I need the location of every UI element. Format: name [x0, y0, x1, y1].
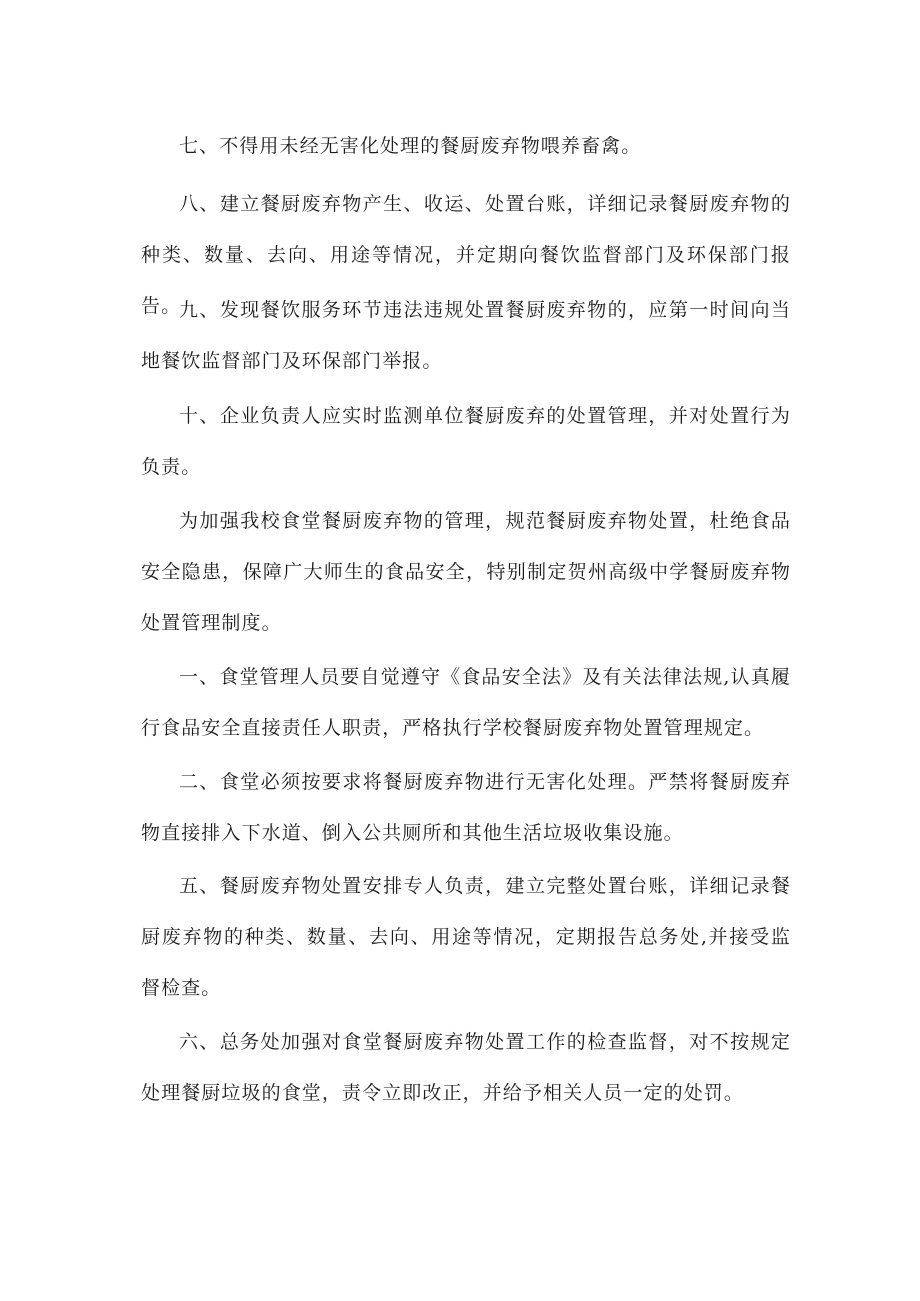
paragraph-10: 十、企业负责人应实时监测单位餐厨废弃的处置管理，并对处置行为负责。 — [141, 405, 791, 478]
paragraph-9: 九、发现餐饮服务环节违法违规处置餐厨废弃物的，应第一时间向当地餐饮监督部门及环保部门举报。 — [141, 299, 791, 372]
paragraph-6: 六、总务处加强对食堂餐厨废弃物处置工作的检查监督，对不按规定处理餐厨垃圾的食堂，责令立即改正，并给予相关人员一定的处罚。 — [141, 1031, 791, 1104]
paragraph-intro: 为加强我校食堂餐厨废弃物的管理，规范餐厨废弃物处置，杜绝食品安全隐患，保障广大师生的食品安全，特别制定贺州高级中学餐厨废弃物处置管理制度。 — [141, 510, 791, 634]
paragraph-8: 八、建立餐厨废弃物产生、收运、处置台账，详细记录餐厨废弃物的种类、数量、去向、用途等情况，并定期向餐饮监督部门及环保部门报告。 — [141, 193, 791, 317]
paragraph-5: 五、餐厨废弃物处置安排专人负责，建立完整处置台账，详细记录餐厨废弃物的种类、数量、去向、用途等情况，定期报告总务处,并接受监督检查。 — [141, 875, 791, 999]
paragraph-1: 一、食堂管理人员要自觉遵守《食品安全法》及有关法律法规,认真履行食品安全直接责任人职责，严格执行学校餐厨废弃物处置管理规定。 — [141, 666, 791, 739]
paragraph-7: 七、不得用未经无害化处理的餐厨废弃物喂养畜禽。 — [179, 135, 642, 157]
paragraph-2: 二、食堂必须按要求将餐厨废弃物进行无害化处理。严禁将餐厨废弃物直接排入下水道、倒入公共厕所和其他生活垃圾收集设施。 — [141, 771, 791, 844]
